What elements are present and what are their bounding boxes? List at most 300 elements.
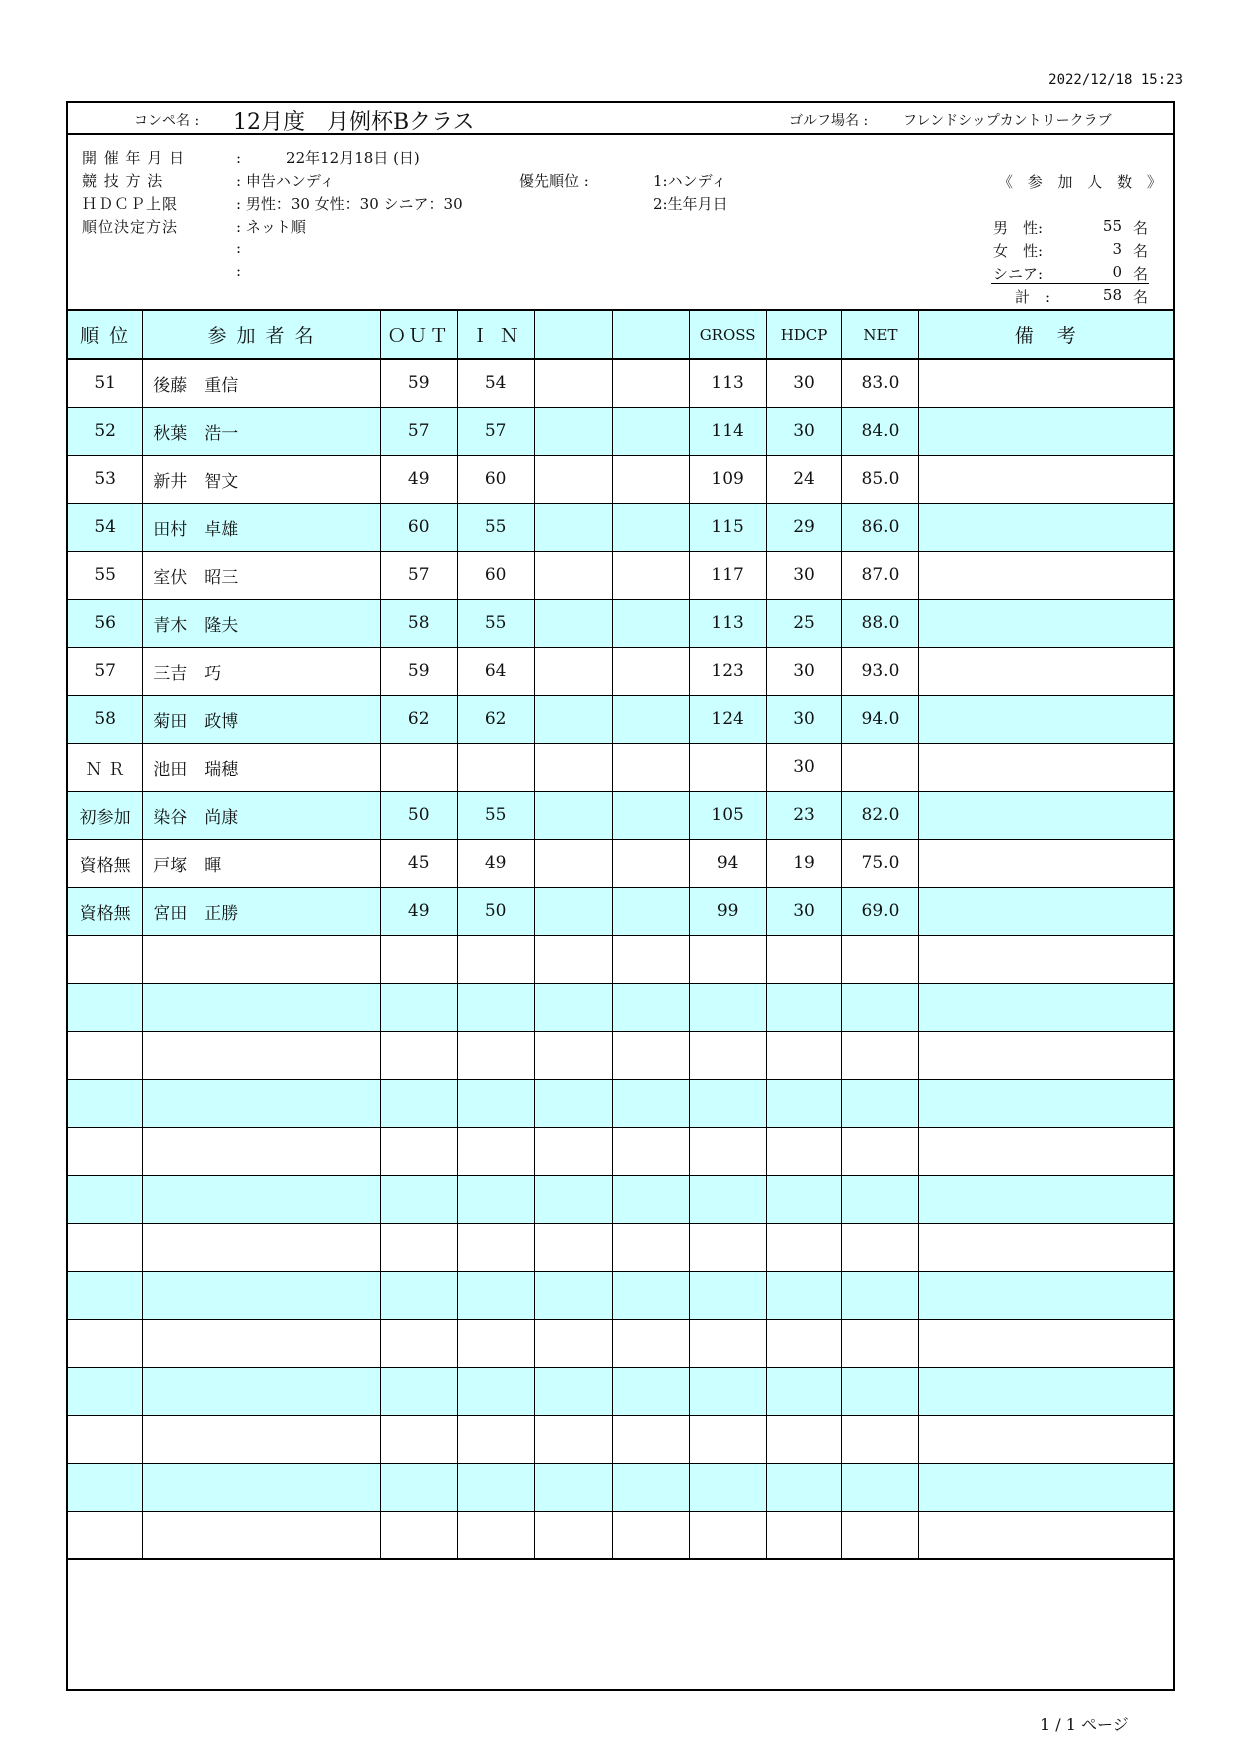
male-label: 男 性: bbox=[993, 219, 1044, 237]
blank-cell bbox=[612, 599, 689, 647]
empty-cell bbox=[457, 1127, 534, 1175]
out-cell: 59 bbox=[380, 647, 457, 695]
empty-cell bbox=[380, 1319, 457, 1367]
empty-cell bbox=[143, 1127, 380, 1175]
empty-cell bbox=[842, 1127, 919, 1175]
out-cell: 60 bbox=[380, 503, 457, 551]
col-in: Ｉ Ｎ bbox=[457, 310, 534, 359]
out-cell: 59 bbox=[380, 359, 457, 407]
empty-row bbox=[68, 1415, 1173, 1463]
male-unit: 名 bbox=[1132, 219, 1148, 237]
note-cell bbox=[919, 359, 1173, 407]
empty-cell bbox=[689, 1511, 766, 1559]
out-cell: 62 bbox=[380, 695, 457, 743]
empty-cell bbox=[612, 1223, 689, 1271]
net-cell: 82.0 bbox=[842, 791, 919, 839]
competition-name: 12月度 月例杯Bクラス bbox=[233, 110, 475, 135]
empty-cell bbox=[380, 1175, 457, 1223]
empty-cell bbox=[842, 1175, 919, 1223]
empty-cell bbox=[919, 1127, 1173, 1175]
empty-cell bbox=[534, 1415, 612, 1463]
blank-cell bbox=[612, 359, 689, 407]
note-cell bbox=[919, 695, 1173, 743]
rank-cell: 57 bbox=[68, 647, 143, 695]
empty-row bbox=[68, 1127, 1173, 1175]
empty-cell bbox=[612, 1511, 689, 1559]
in-cell: 64 bbox=[457, 647, 534, 695]
hdcp-cell: 30 bbox=[766, 551, 842, 599]
hdcp-limit-label: ＨＤＣＰ上限 bbox=[82, 195, 179, 213]
empty-cell bbox=[457, 1367, 534, 1415]
hdcp-cell: 25 bbox=[766, 599, 842, 647]
empty-cell bbox=[842, 983, 919, 1031]
empty-cell bbox=[689, 1127, 766, 1175]
competition-info bbox=[68, 135, 1173, 309]
blank-cell bbox=[612, 791, 689, 839]
note-cell bbox=[919, 887, 1173, 935]
name-cell: 新井 智文 bbox=[143, 455, 380, 503]
table-row bbox=[68, 407, 1173, 455]
empty-cell bbox=[534, 1319, 612, 1367]
senior-value: 0 bbox=[1112, 263, 1122, 281]
empty-cell bbox=[766, 983, 842, 1031]
net-cell: 75.0 bbox=[842, 839, 919, 887]
empty-cell bbox=[919, 1175, 1173, 1223]
empty-row bbox=[68, 1511, 1173, 1559]
empty-cell bbox=[143, 1031, 380, 1079]
name-cell: 後藤 重信 bbox=[143, 359, 380, 407]
empty-cell bbox=[612, 1463, 689, 1511]
rank-cell: 資格無 bbox=[68, 887, 143, 935]
empty-cell bbox=[919, 1031, 1173, 1079]
empty-cell bbox=[534, 935, 612, 983]
table-row bbox=[68, 647, 1173, 695]
method-value: : 申告ハンディ bbox=[236, 172, 335, 190]
empty-cell bbox=[457, 935, 534, 983]
empty-cell bbox=[534, 983, 612, 1031]
empty-cell bbox=[766, 1415, 842, 1463]
senior-unit: 名 bbox=[1132, 265, 1148, 283]
empty-cell bbox=[68, 1367, 143, 1415]
blank-cell bbox=[612, 887, 689, 935]
empty-cell bbox=[380, 1079, 457, 1127]
participant-count-title: 《 参 加 人 数 》 bbox=[998, 173, 1167, 191]
hdcp-cell: 30 bbox=[766, 743, 842, 791]
empty-cell bbox=[380, 1463, 457, 1511]
note-cell bbox=[919, 647, 1173, 695]
empty-cell bbox=[766, 1175, 842, 1223]
table-row bbox=[68, 551, 1173, 599]
note-cell bbox=[919, 455, 1173, 503]
empty-cell bbox=[68, 935, 143, 983]
empty-cell bbox=[457, 1223, 534, 1271]
note-cell bbox=[919, 551, 1173, 599]
empty-cell bbox=[143, 1463, 380, 1511]
empty-cell bbox=[766, 1031, 842, 1079]
blank-cell bbox=[612, 743, 689, 791]
rank-cell: 51 bbox=[68, 359, 143, 407]
rank-cell: 58 bbox=[68, 695, 143, 743]
empty-cell bbox=[612, 1175, 689, 1223]
blank-cell bbox=[534, 599, 612, 647]
empty-cell bbox=[68, 1223, 143, 1271]
col-gross: GROSS bbox=[689, 310, 766, 359]
table-row bbox=[68, 887, 1173, 935]
hdcp-cell: 29 bbox=[766, 503, 842, 551]
empty-cell bbox=[689, 1031, 766, 1079]
empty-row bbox=[68, 983, 1173, 1031]
in-cell: 54 bbox=[457, 359, 534, 407]
empty-row bbox=[68, 1463, 1173, 1511]
net-cell: 86.0 bbox=[842, 503, 919, 551]
empty-cell bbox=[457, 1079, 534, 1127]
empty-cell bbox=[842, 1511, 919, 1559]
empty-cell bbox=[534, 1463, 612, 1511]
empty-cell bbox=[842, 1319, 919, 1367]
in-cell: 62 bbox=[457, 695, 534, 743]
name-cell: 室伏 昭三 bbox=[143, 551, 380, 599]
empty-cell bbox=[457, 1415, 534, 1463]
empty-cell bbox=[143, 1511, 380, 1559]
blank-cell bbox=[612, 503, 689, 551]
empty-cell bbox=[842, 1463, 919, 1511]
blank-cell bbox=[534, 551, 612, 599]
table-row bbox=[68, 359, 1173, 407]
empty-cell bbox=[68, 983, 143, 1031]
blank-cell bbox=[534, 647, 612, 695]
empty-cell bbox=[919, 1223, 1173, 1271]
col-notes: 備 考 bbox=[919, 310, 1173, 359]
empty-cell bbox=[919, 1511, 1173, 1559]
out-cell: 57 bbox=[380, 551, 457, 599]
female-unit: 名 bbox=[1132, 242, 1148, 260]
empty-cell bbox=[766, 935, 842, 983]
col-out: ＯＵＴ bbox=[380, 310, 457, 359]
net-cell: 84.0 bbox=[842, 407, 919, 455]
out-cell bbox=[380, 743, 457, 791]
in-cell bbox=[457, 743, 534, 791]
empty-cell bbox=[143, 1223, 380, 1271]
empty-cell bbox=[612, 1271, 689, 1319]
hdcp-limit-value: : 男性：30 女性：30 シニア：30 bbox=[236, 195, 463, 213]
empty-cell bbox=[380, 983, 457, 1031]
empty-cell bbox=[380, 935, 457, 983]
empty-cell bbox=[457, 1319, 534, 1367]
note-cell bbox=[919, 407, 1173, 455]
empty-cell bbox=[689, 1079, 766, 1127]
in-cell: 50 bbox=[457, 887, 534, 935]
name-cell: 秋葉 浩一 bbox=[143, 407, 380, 455]
empty-cell bbox=[612, 983, 689, 1031]
note-cell bbox=[919, 839, 1173, 887]
date-value: : 22年12月18日 (日) bbox=[236, 149, 420, 167]
empty-cell bbox=[689, 1271, 766, 1319]
net-cell: 94.0 bbox=[842, 695, 919, 743]
empty-cell bbox=[68, 1463, 143, 1511]
total-unit: 名 bbox=[1132, 288, 1148, 306]
empty-cell bbox=[766, 1511, 842, 1559]
empty-cell bbox=[143, 1271, 380, 1319]
gross-cell: 124 bbox=[689, 695, 766, 743]
empty-cell bbox=[143, 1319, 380, 1367]
gross-cell: 117 bbox=[689, 551, 766, 599]
out-cell: 57 bbox=[380, 407, 457, 455]
empty-cell bbox=[612, 1319, 689, 1367]
empty-cell bbox=[612, 1367, 689, 1415]
empty-cell bbox=[842, 1223, 919, 1271]
in-cell: 60 bbox=[457, 551, 534, 599]
blank-cell bbox=[612, 551, 689, 599]
empty-cell bbox=[612, 1079, 689, 1127]
blank-cell bbox=[534, 887, 612, 935]
net-cell: 93.0 bbox=[842, 647, 919, 695]
gross-cell: 94 bbox=[689, 839, 766, 887]
blank-cell bbox=[534, 695, 612, 743]
empty-cell bbox=[380, 1367, 457, 1415]
table-header-row bbox=[68, 310, 1173, 359]
empty-cell bbox=[842, 1079, 919, 1127]
empty-cell bbox=[534, 1079, 612, 1127]
empty-cell bbox=[143, 935, 380, 983]
in-cell: 55 bbox=[457, 599, 534, 647]
hdcp-cell: 23 bbox=[766, 791, 842, 839]
results-table bbox=[68, 309, 1173, 1560]
course-label: ゴルフ場名 : bbox=[789, 113, 869, 129]
blank-cell bbox=[612, 647, 689, 695]
empty-cell bbox=[842, 1367, 919, 1415]
hdcp-cell: 30 bbox=[766, 407, 842, 455]
name-cell: 菊田 政博 bbox=[143, 695, 380, 743]
rank-cell: 資格無 bbox=[68, 839, 143, 887]
empty-cell bbox=[457, 983, 534, 1031]
note-cell bbox=[919, 599, 1173, 647]
total-label: 計 : bbox=[1015, 288, 1051, 306]
priority-2: 2:生年月日 bbox=[653, 195, 728, 213]
net-cell: 83.0 bbox=[842, 359, 919, 407]
out-cell: 49 bbox=[380, 887, 457, 935]
empty-cell bbox=[766, 1319, 842, 1367]
in-cell: 60 bbox=[457, 455, 534, 503]
male-value: 55 bbox=[1102, 217, 1122, 235]
out-cell: 58 bbox=[380, 599, 457, 647]
blank-cell bbox=[534, 791, 612, 839]
hdcp-cell: 30 bbox=[766, 887, 842, 935]
total-divider bbox=[991, 283, 1149, 284]
blank-cell bbox=[612, 455, 689, 503]
table-row bbox=[68, 455, 1173, 503]
blank-cell bbox=[612, 407, 689, 455]
out-cell: 45 bbox=[380, 839, 457, 887]
course-name: フレンドシップカントリークラブ bbox=[903, 113, 1112, 129]
empty-cell bbox=[689, 935, 766, 983]
rank-cell: 初参加 bbox=[68, 791, 143, 839]
gross-cell bbox=[689, 743, 766, 791]
empty-cell bbox=[534, 1367, 612, 1415]
empty-cell bbox=[380, 1415, 457, 1463]
empty-cell bbox=[380, 1031, 457, 1079]
empty-cell bbox=[534, 1271, 612, 1319]
col-hdcp: HDCP bbox=[766, 310, 842, 359]
empty-row bbox=[68, 1271, 1173, 1319]
note-cell bbox=[919, 503, 1173, 551]
empty-cell bbox=[380, 1511, 457, 1559]
empty-cell bbox=[612, 1127, 689, 1175]
hdcp-cell: 30 bbox=[766, 647, 842, 695]
empty-cell bbox=[68, 1271, 143, 1319]
empty-cell bbox=[919, 935, 1173, 983]
col-blank-1 bbox=[534, 310, 612, 359]
empty-cell bbox=[143, 1367, 380, 1415]
female-label: 女 性: bbox=[993, 242, 1044, 260]
senior-label: シニア: bbox=[993, 265, 1044, 283]
empty-cell bbox=[612, 1415, 689, 1463]
date-label: 開 催 年 月 日 bbox=[82, 149, 186, 167]
empty-cell bbox=[842, 935, 919, 983]
empty-cell bbox=[68, 1031, 143, 1079]
empty-row bbox=[68, 935, 1173, 983]
blank-cell bbox=[534, 503, 612, 551]
empty-cell bbox=[689, 1415, 766, 1463]
empty-cell bbox=[689, 1367, 766, 1415]
empty-cell bbox=[689, 1223, 766, 1271]
empty-cell bbox=[534, 1511, 612, 1559]
blank-cell bbox=[534, 407, 612, 455]
note-cell bbox=[919, 791, 1173, 839]
print-timestamp: 2022/12/18 15:23 bbox=[1048, 72, 1183, 88]
blank-cell bbox=[534, 359, 612, 407]
in-cell: 57 bbox=[457, 407, 534, 455]
net-cell bbox=[842, 743, 919, 791]
gross-cell: 105 bbox=[689, 791, 766, 839]
empty-cell bbox=[143, 1175, 380, 1223]
total-value: 58 bbox=[1102, 286, 1122, 304]
title-bar bbox=[68, 103, 1173, 135]
empty-cell bbox=[457, 1271, 534, 1319]
in-cell: 55 bbox=[457, 503, 534, 551]
hdcp-cell: 19 bbox=[766, 839, 842, 887]
empty-cell bbox=[380, 1271, 457, 1319]
empty-cell bbox=[612, 1031, 689, 1079]
gross-cell: 114 bbox=[689, 407, 766, 455]
table-row bbox=[68, 839, 1173, 887]
empty-row bbox=[68, 1079, 1173, 1127]
empty-cell bbox=[457, 1031, 534, 1079]
empty-cell bbox=[68, 1319, 143, 1367]
empty-cell bbox=[380, 1223, 457, 1271]
blank-cell bbox=[612, 839, 689, 887]
empty-cell bbox=[534, 1223, 612, 1271]
empty-cell bbox=[766, 1127, 842, 1175]
rank-cell: 55 bbox=[68, 551, 143, 599]
rank-cell: 56 bbox=[68, 599, 143, 647]
blank-cell bbox=[534, 743, 612, 791]
net-cell: 88.0 bbox=[842, 599, 919, 647]
empty-cell bbox=[143, 983, 380, 1031]
empty-row bbox=[68, 1319, 1173, 1367]
ranking-method-label: 順位決定方法 bbox=[82, 218, 179, 236]
gross-cell: 123 bbox=[689, 647, 766, 695]
hdcp-cell: 30 bbox=[766, 695, 842, 743]
empty-cell bbox=[380, 1127, 457, 1175]
empty-row bbox=[68, 1367, 1173, 1415]
col-net: NET bbox=[842, 310, 919, 359]
gross-cell: 109 bbox=[689, 455, 766, 503]
gross-cell: 115 bbox=[689, 503, 766, 551]
name-cell: 宮田 正勝 bbox=[143, 887, 380, 935]
name-cell: 青木 隆夫 bbox=[143, 599, 380, 647]
ranking-method-value: : ネット順 bbox=[236, 218, 306, 236]
rank-cell: 52 bbox=[68, 407, 143, 455]
empty-cell bbox=[689, 1175, 766, 1223]
blank-field-2: : bbox=[236, 262, 242, 280]
name-cell: 染谷 尚康 bbox=[143, 791, 380, 839]
net-cell: 87.0 bbox=[842, 551, 919, 599]
gross-cell: 113 bbox=[689, 359, 766, 407]
competition-label: コンペ名 : bbox=[134, 113, 200, 129]
hdcp-cell: 30 bbox=[766, 359, 842, 407]
empty-cell bbox=[68, 1415, 143, 1463]
rank-cell: 53 bbox=[68, 455, 143, 503]
empty-row bbox=[68, 1031, 1173, 1079]
empty-cell bbox=[68, 1175, 143, 1223]
blank-cell bbox=[534, 455, 612, 503]
empty-cell bbox=[457, 1511, 534, 1559]
blank-cell bbox=[534, 839, 612, 887]
out-cell: 49 bbox=[380, 455, 457, 503]
table-row bbox=[68, 695, 1173, 743]
empty-cell bbox=[919, 983, 1173, 1031]
empty-cell bbox=[68, 1079, 143, 1127]
empty-cell bbox=[766, 1367, 842, 1415]
empty-cell bbox=[68, 1127, 143, 1175]
empty-cell bbox=[143, 1415, 380, 1463]
empty-cell bbox=[766, 1079, 842, 1127]
col-name: 参 加 者 名 bbox=[143, 310, 380, 359]
empty-row bbox=[68, 1175, 1173, 1223]
empty-cell bbox=[766, 1271, 842, 1319]
name-cell: 田村 卓雄 bbox=[143, 503, 380, 551]
col-blank-2 bbox=[612, 310, 689, 359]
blank-cell bbox=[612, 695, 689, 743]
hdcp-cell: 24 bbox=[766, 455, 842, 503]
method-label: 競 技 方 法 bbox=[82, 172, 164, 190]
table-row bbox=[68, 791, 1173, 839]
name-cell: 戸塚 暉 bbox=[143, 839, 380, 887]
net-cell: 69.0 bbox=[842, 887, 919, 935]
empty-cell bbox=[534, 1127, 612, 1175]
empty-cell bbox=[534, 1031, 612, 1079]
empty-cell bbox=[534, 1175, 612, 1223]
empty-cell bbox=[842, 1415, 919, 1463]
empty-cell bbox=[766, 1223, 842, 1271]
empty-cell bbox=[143, 1079, 380, 1127]
page-number: 1 / 1 ページ bbox=[1040, 1715, 1129, 1734]
empty-cell bbox=[919, 1367, 1173, 1415]
table-row bbox=[68, 599, 1173, 647]
in-cell: 55 bbox=[457, 791, 534, 839]
name-cell: 池田 瑞穂 bbox=[143, 743, 380, 791]
gross-cell: 99 bbox=[689, 887, 766, 935]
empty-cell bbox=[919, 1415, 1173, 1463]
table-row bbox=[68, 503, 1173, 551]
scorecard-frame bbox=[66, 101, 1175, 1691]
priority-1: 1:ハンディ bbox=[653, 172, 727, 190]
empty-cell bbox=[457, 1463, 534, 1511]
empty-cell bbox=[457, 1175, 534, 1223]
rank-cell: Ｎ Ｒ bbox=[68, 743, 143, 791]
empty-cell bbox=[612, 935, 689, 983]
female-value: 3 bbox=[1112, 240, 1122, 258]
